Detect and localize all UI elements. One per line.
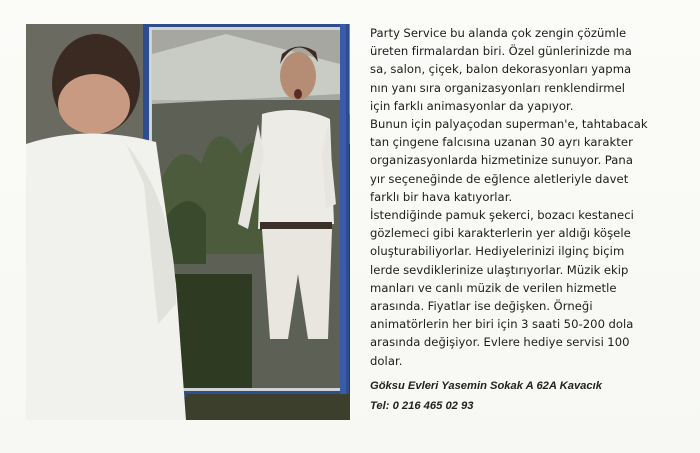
article-line: üreten firmalardan biri. Özel günlerinizde ma [370, 44, 632, 59]
article-line: Party Service bu alanda çok zengin çözümle [370, 26, 627, 40]
article-body [370, 24, 696, 370]
article-line: İstendiğinde pamuk şekerci, bozacı kestaneci [370, 208, 634, 223]
article-line: tan çingene falcısına uzanan 30 ayrı karakter [370, 135, 633, 150]
article-line: lerde sevdiklerinize ulaştırıyorlar. Müzik ekip [370, 262, 629, 277]
contact-phone: Tel: 0 216 465 02 93 [370, 399, 474, 412]
contact-address: Göksu Evleri Yasemin Sokak A 62A Kavacık [370, 379, 602, 392]
article-line: gözlemeci gibi karakterlerin yer aldığı köşele [370, 226, 631, 241]
article-line: manları ve canlı müzik de verilen hizmetle [370, 280, 617, 295]
article-line: dolar. [370, 353, 403, 368]
article [370, 24, 696, 416]
article-line: organizasyonlarda hizmetinize sunuyor. Pana [370, 153, 633, 168]
article-photo [26, 24, 350, 420]
article-line: arasında. Fiyatlar ise değişken. Örneği [370, 299, 593, 314]
article-line: nın yanı sıra organizasyonları renklendirmel [370, 80, 626, 95]
article-line: oluşturabiliyorlar. Hediyelerinizi ilginç biçim [370, 244, 625, 259]
article-line: arasında değişiyor. Evlere hediye servisi 100 [370, 335, 630, 350]
article-line: Bunun için palyaçodan superman'e, tahtabacak [370, 117, 648, 132]
article-line: yır seçeneğinde de eğlence aletleriyle davet [370, 171, 629, 186]
article-line: sa, salon, çiçek, balon dekorasyonları yapma [370, 62, 632, 77]
article-line: animatörlerin her biri için 3 saati 50-200 dola [370, 317, 634, 332]
article-line: için farklı animasyonlar da yapıyor. [370, 98, 574, 113]
article-line: farklı bir hava katıyorlar. [370, 189, 513, 204]
